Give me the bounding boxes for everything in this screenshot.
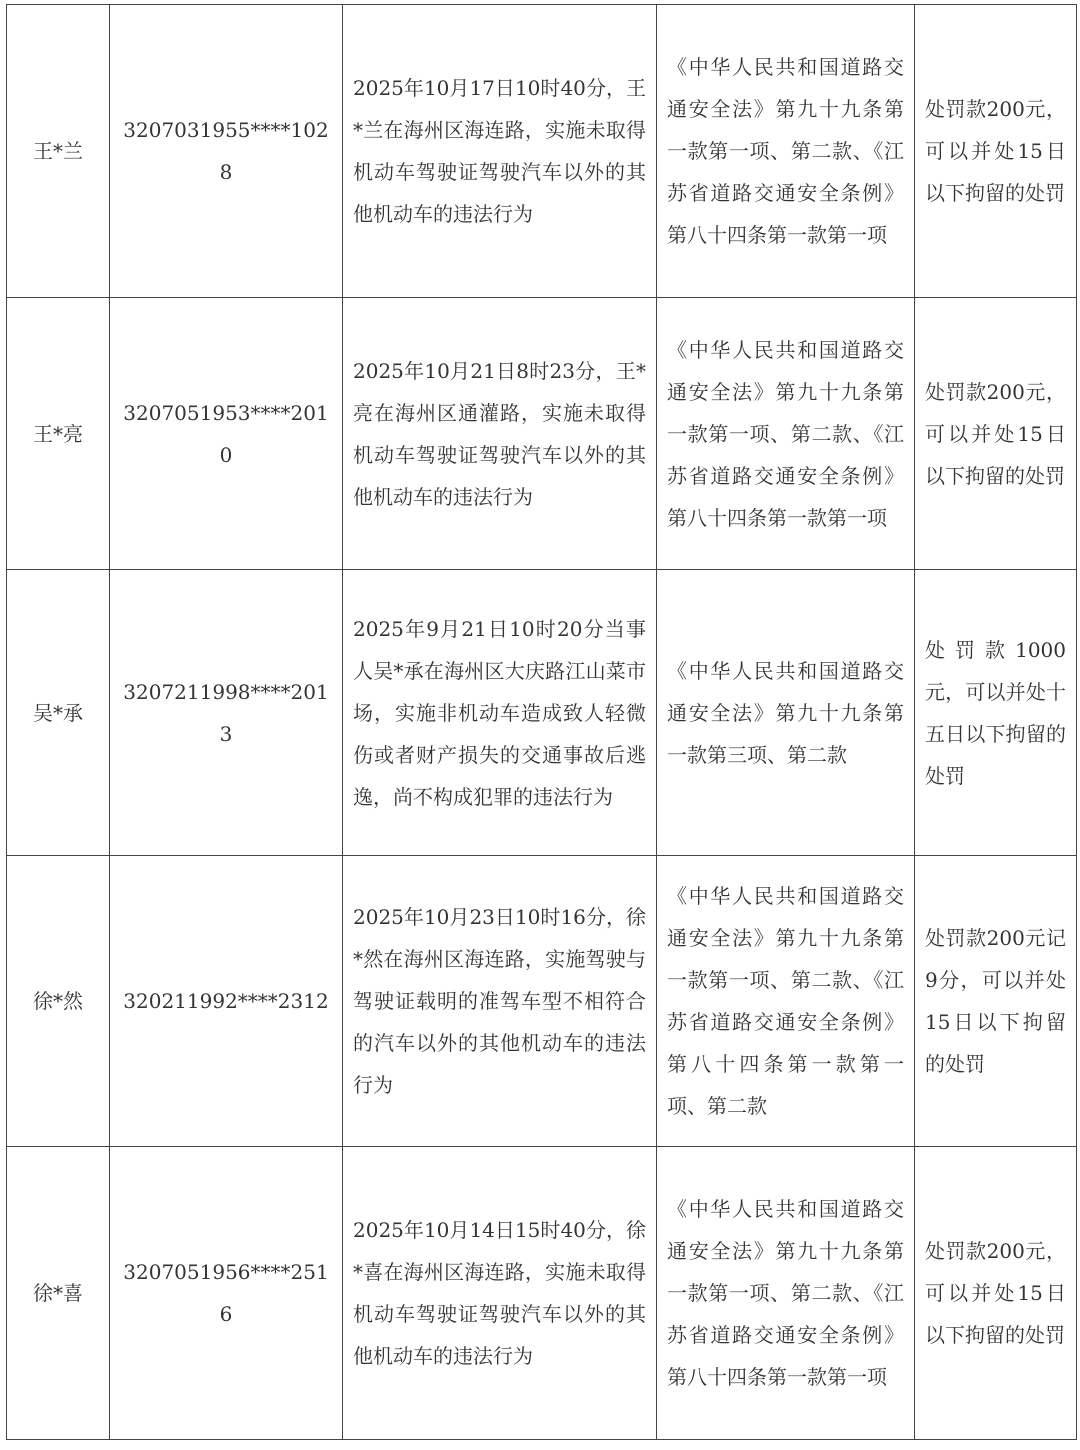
- person-name: 王*兰: [7, 5, 110, 298]
- violation-description: 2025年10月21日8时23分，王*亮在海州区通灌路，实施未取得机动车驾驶证驾驶汽车以外的其他机动车的违法行为: [343, 298, 657, 570]
- table-row: [7, 5, 1077, 298]
- legal-basis: 《中华人民共和国道路交通安全法》第九十九条第一款第一项、第二款、《江苏省道路交通安全条例》第八十四条第一款第一项: [657, 1147, 915, 1440]
- id-number: 320211992****2312: [110, 856, 343, 1147]
- legal-basis: 《中华人民共和国道路交通安全法》第九十九条第一款第一项、第二款、《江苏省道路交通安全条例》第八十四条第一款第一项: [657, 298, 915, 570]
- person-name: 徐*然: [7, 856, 110, 1147]
- penalty: 处罚款200元，可以并处15日以下拘留的处罚: [915, 1147, 1077, 1440]
- table-row: [7, 298, 1077, 570]
- violation-description: 2025年9月21日10时20分当事人吴*承在海州区大庆路江山菜市场，实施非机动车造成致人轻微伤或者财产损失的交通事故后逃逸，尚不构成犯罪的违法行为: [343, 570, 657, 856]
- id-number: 3207031955****1028: [110, 5, 343, 298]
- violation-description: 2025年10月17日10时40分，王*兰在海州区海连路，实施未取得机动车驾驶证驾驶汽车以外的其他机动车的违法行为: [343, 5, 657, 298]
- id-number: 3207051956****2516: [110, 1147, 343, 1440]
- penalty: 处罚款200元记9分，可以并处15日以下拘留的处罚: [915, 856, 1077, 1147]
- legal-basis: 《中华人民共和国道路交通安全法》第九十九条第一款第三项、第二款: [657, 570, 915, 856]
- table-row: [7, 856, 1077, 1147]
- legal-basis: 《中华人民共和国道路交通安全法》第九十九条第一款第一项、第二款、《江苏省道路交通安全条例》第八十四条第一款第一项: [657, 5, 915, 298]
- id-number: 3207051953****2010: [110, 298, 343, 570]
- penalty-records-table: [6, 4, 1077, 1440]
- person-name: 吴*承: [7, 570, 110, 856]
- penalty: 处罚款200元，可以并处15日以下拘留的处罚: [915, 5, 1077, 298]
- person-name: 徐*喜: [7, 1147, 110, 1440]
- id-number: 3207211998****2013: [110, 570, 343, 856]
- penalty: 处罚款200元，可以并处15日以下拘留的处罚: [915, 298, 1077, 570]
- person-name: 王*亮: [7, 298, 110, 570]
- violation-description: 2025年10月14日15时40分，徐*喜在海州区海连路，实施未取得机动车驾驶证驾驶汽车以外的其他机动车的违法行为: [343, 1147, 657, 1440]
- violation-description: 2025年10月23日10时16分，徐*然在海州区海连路，实施驾驶与驾驶证载明的准驾车型不相符合的汽车以外的其他机动车的违法行为: [343, 856, 657, 1147]
- legal-basis: 《中华人民共和国道路交通安全法》第九十九条第一款第一项、第二款、《江苏省道路交通安全条例》第八十四条第一款第一项、第二款: [657, 856, 915, 1147]
- table-row: [7, 1147, 1077, 1440]
- table-row: [7, 570, 1077, 856]
- penalty: 处罚款1000元，可以并处十五日以下拘留的处罚: [915, 570, 1077, 856]
